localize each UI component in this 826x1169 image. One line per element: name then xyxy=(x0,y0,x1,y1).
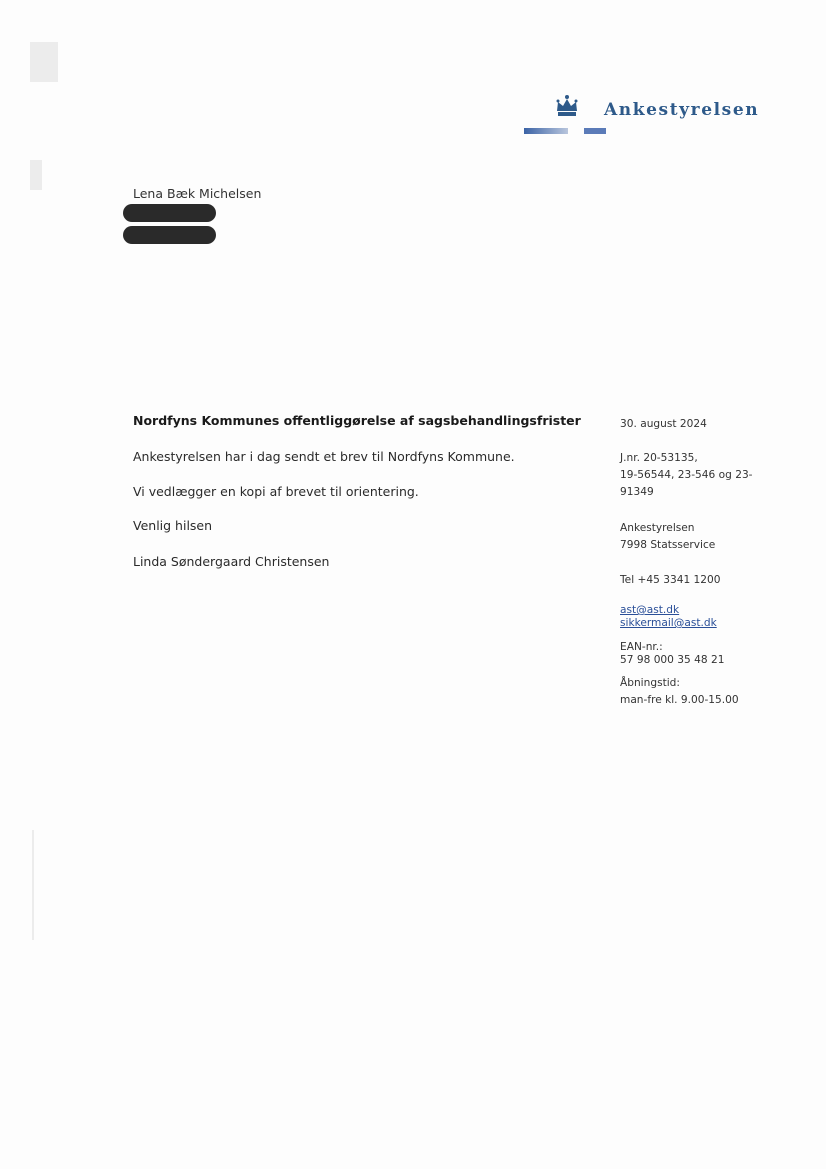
letter-date: 30. august 2024 xyxy=(620,418,707,430)
scan-artifact xyxy=(30,160,42,190)
logo-text: Ankestyrelsen xyxy=(604,100,760,120)
logo-bar xyxy=(524,128,568,134)
opening-hours-label: Åbningstid: xyxy=(620,677,680,689)
letter-subject: Nordfyns Kommunes offentliggørelse af sagsbehandlingsfrister xyxy=(133,413,581,428)
redacted-address-line xyxy=(123,226,216,244)
address-line: Ankestyrelsen xyxy=(620,522,695,534)
letter-paragraph: Vi vedlægger en kopi af brevet til orientering. xyxy=(133,484,419,499)
crown-icon xyxy=(554,94,580,118)
opening-hours-value: man-fre kl. 9.00-15.00 xyxy=(620,694,739,706)
letter-signature: Linda Søndergaard Christensen xyxy=(133,554,330,569)
secure-email-link[interactable]: sikkermail@ast.dk xyxy=(620,617,717,629)
recipient-name: Lena Bæk Michelsen xyxy=(133,186,262,201)
journal-line: 19-56544, 23-546 og 23- xyxy=(620,469,753,481)
letter-paragraph: Ankestyrelsen har i dag sendt et brev til Nordfyns Kommune. xyxy=(133,449,515,464)
scan-artifact xyxy=(30,42,58,82)
phone-number: Tel +45 3341 1200 xyxy=(620,574,721,586)
scan-artifact xyxy=(32,830,34,940)
email-links xyxy=(620,604,717,630)
redacted-address-line xyxy=(123,204,216,222)
address-line: 7998 Statsservice xyxy=(620,539,716,551)
ean-number xyxy=(620,641,724,667)
journal-number xyxy=(620,450,753,501)
email-link[interactable]: ast@ast.dk xyxy=(620,604,680,616)
ean-value: 57 98 000 35 48 21 xyxy=(620,654,725,666)
opening-hours xyxy=(620,675,739,709)
sender-address xyxy=(620,520,715,554)
ankestyrelsen-logo xyxy=(520,92,780,140)
journal-line: 91349 xyxy=(620,486,654,498)
ean-label: EAN-nr.: xyxy=(620,641,663,653)
logo-bar xyxy=(584,128,606,134)
letter-greeting: Venlig hilsen xyxy=(133,518,213,533)
journal-line: J.nr. 20-53135, xyxy=(620,452,698,464)
